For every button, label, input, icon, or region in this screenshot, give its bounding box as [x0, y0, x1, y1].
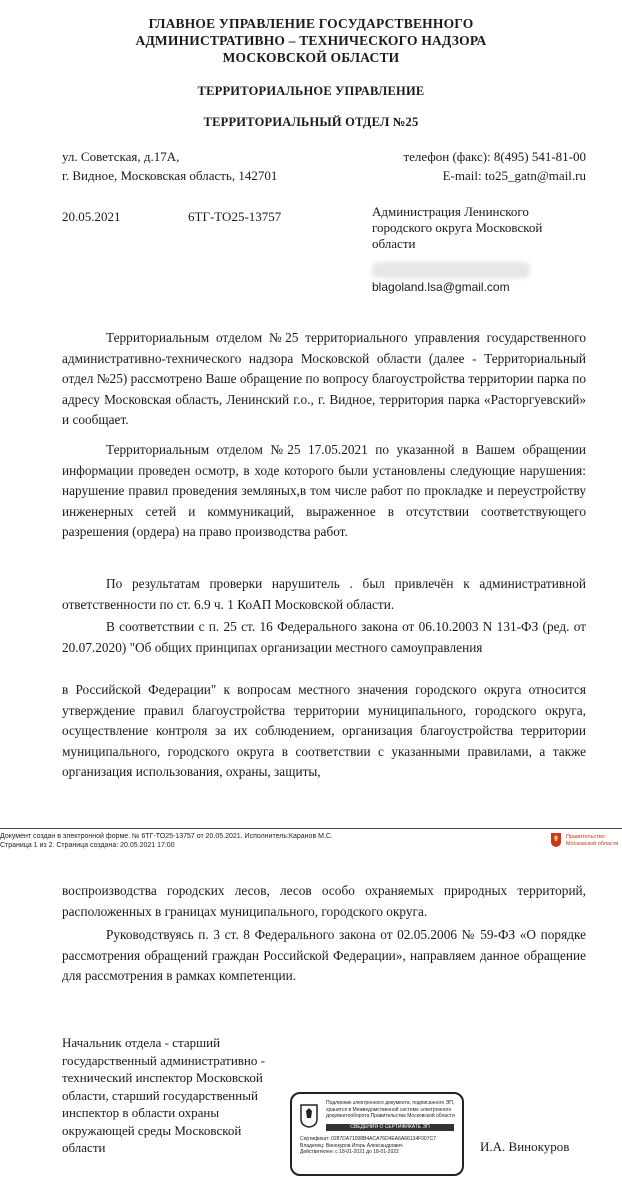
- stamp-note-line3: документооборота Правительства Московской области: [326, 1113, 455, 1119]
- signatory-title-line1: Начальник отдела - старший: [62, 1035, 221, 1050]
- logo-text-line2: Московской области: [566, 840, 619, 847]
- signatory-title-line7: области: [62, 1140, 106, 1155]
- territorial-department: ТЕРРИТОРИАЛЬНОЕ УПРАВЛЕНИЕ: [197, 84, 425, 98]
- address-street: ул. Советская, д.17А,: [62, 149, 180, 164]
- signatory-title-line2: государственный административно -: [62, 1052, 265, 1068]
- org-name-line3: МОСКОВСКОЙ ОБЛАСТИ: [222, 50, 400, 65]
- paragraph-1: Территориальным отделом №25 территориального управления государственного административно-технического надзора Московской области (далее - Территориальный отдел №25) рассмотрено Ваше обращение по вопросу благоустройства территории парка по адресу Московская область, Ленинский г.о., г. Видное, территория парка «Расторгуевский» и сообщает.: [62, 330, 586, 428]
- recipient-block: [372, 204, 542, 252]
- division-title: ТЕРРИТОРИАЛЬНЫЙ ОТДЕЛ №25: [203, 115, 419, 129]
- footer-page-info: Страница 1 из 2. Страница создана: 20.05.2021 17:00: [0, 842, 175, 849]
- e-signature-stamp: [290, 1092, 464, 1176]
- recipient-line3: области: [372, 236, 416, 251]
- stamp-cert-validity: Действителен: с 18-01-2021 до 18-01-2022: [300, 1149, 399, 1155]
- stamp-cert-details: [300, 1136, 458, 1156]
- paragraph-5: воспроизводства городских лесов, лесов особо охраняемых природных территорий, расположенных в границах муниципального, городского округа.: [62, 883, 586, 919]
- signatory-title-line4: области, старший государственный: [62, 1087, 258, 1103]
- paragraph-4-start: В соответствии с п. 25 ст. 16 Федерального закона от 06.10.2003 N 131-ФЗ (ред. от 20.07.2020) "Об общих принципах организации местного самоуправления: [62, 619, 586, 655]
- document-number: 6ТГ-ТО25-13757: [188, 209, 282, 224]
- signatory-name: И.А. Винокуров: [480, 1139, 570, 1154]
- footer-separator: [0, 828, 622, 829]
- stamp-coat-of-arms-icon: [300, 1104, 318, 1128]
- logo-text-line1: Правительство: [566, 834, 605, 840]
- footer-logo-text: [566, 834, 618, 847]
- signatory-title-line5: инспектор в области охраны: [62, 1105, 220, 1120]
- paragraph-3: По результатам проверки нарушитель . был привлечён к административной ответственности по ст. 6.9 ч. 1 КоАП Московской области.: [62, 576, 586, 612]
- recipient-line1: Администрация Ленинского: [372, 204, 529, 219]
- org-name-line2: АДМИНИСТРАТИВНО – ТЕХНИЧЕСКОГО НАДЗОРА: [135, 33, 487, 48]
- stamp-cert-number: Сертификат: 0287DA71008B4ACA76D4EA6A66134F007C7: [300, 1136, 436, 1142]
- paragraph-4-cont: в Российской Федерации" к вопросам местного значения городского округа относится утверждение правил благоустройства территории муниципального, городского округа, осуществление контроля за их соблюдением, организация благоустройства территории муниципального, городского округа в соответствии с указанными правилами, а также организация использования, охраны, защиты,: [62, 682, 586, 780]
- phone-fax: телефон (факс): 8(495) 541-81-00: [403, 149, 586, 164]
- stamp-note: [326, 1100, 456, 1120]
- signatory-title-line6: окружающей среды Московской: [62, 1122, 242, 1138]
- footer-doc-info: Документ создан в электронной форме. № 6ТГ-ТО25-13757 от 20.05.2021. Исполнитель:Каранов М.С.: [0, 833, 333, 840]
- recipient-email: blagoland.lsa@gmail.com: [372, 280, 510, 294]
- stamp-note-line1: Подлинник электронного документа, подписанного ЭП,: [326, 1100, 455, 1106]
- mo-coat-of-arms-icon: [551, 833, 561, 847]
- document-date: 20.05.2021: [62, 209, 121, 224]
- address-city: г. Видное, Московская область, 142701: [62, 168, 278, 183]
- contact-email: E-mail: to25_gatn@mail.ru: [442, 168, 586, 183]
- stamp-certificate-band: СВЕДЕНИЯ О СЕРТИФИКАТЕ ЭП: [326, 1124, 454, 1131]
- org-name-line1: ГЛАВНОЕ УПРАВЛЕНИЕ ГОСУДАРСТВЕННОГО: [148, 16, 474, 31]
- redacted-name: [372, 262, 530, 278]
- stamp-cert-owner: Владелец: Винокуров Игорь Александрович: [300, 1142, 403, 1149]
- recipient-line2: городского округа Московской: [372, 220, 543, 235]
- paragraph-6: Руководствуясь п. 3 ст. 8 Федерального закона от 02.05.2006 № 59-ФЗ «О порядке рассмотрения обращений граждан Российской Федерации», направляем данное обращение для рассмотрения в рамках компетенции.: [62, 927, 586, 984]
- signatory-title-line3: технический инспектор Московской: [62, 1070, 263, 1085]
- stamp-note-line2: хранится в Межведомственной системе электронного: [326, 1106, 452, 1113]
- signatory-title: [62, 1034, 265, 1157]
- paragraph-2: Территориальным отделом №25 17.05.2021 по указанной в Вашем обращении информации проведен осмотр, в ходе которого были установлены следующие нарушения: нарушение правил проведения земляных,в том числе работ по прокладке и переустройству инженерных сетей и коммуникаций, выраженное в отсутствии соответствующего разрешения (ордера) на право производства работ.: [62, 442, 586, 540]
